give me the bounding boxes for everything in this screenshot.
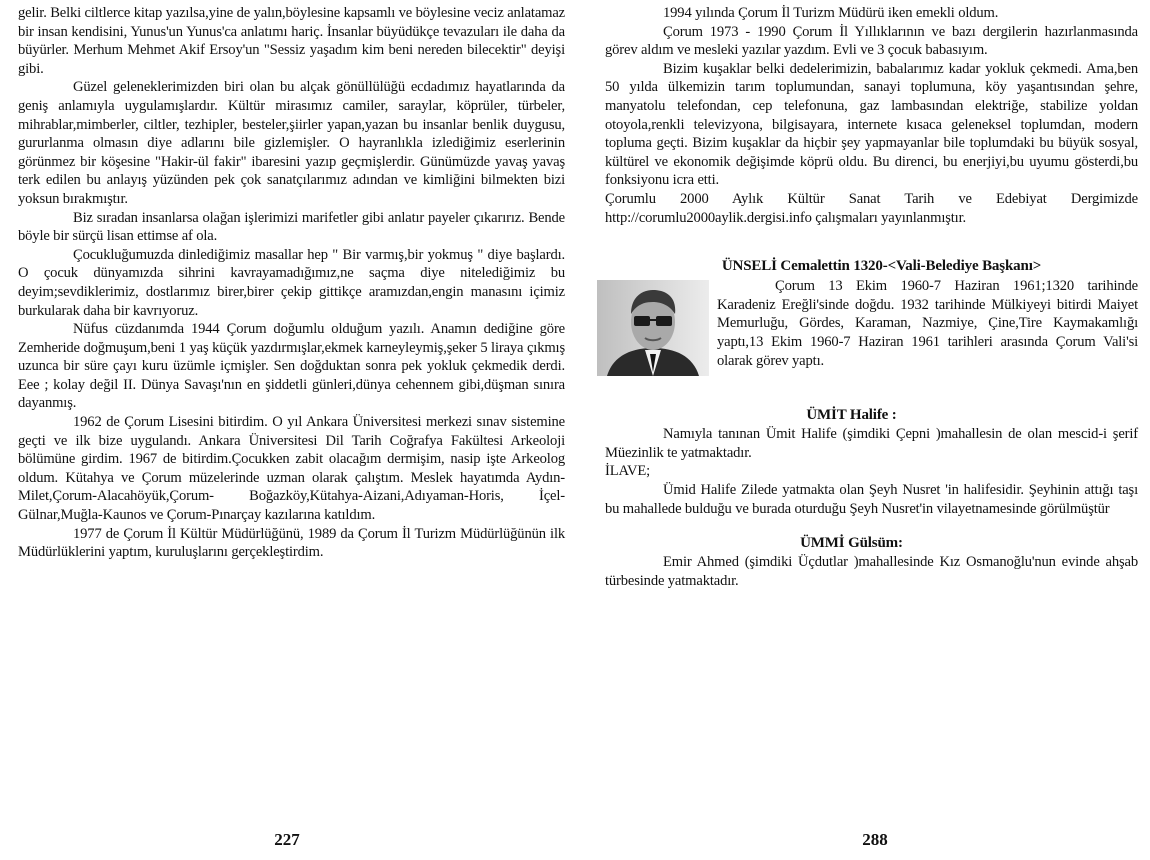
left-paragraph-6: 1962 de Çorum Lisesini bitirdim. O yıl Ankara Üniversitesi merkezi sınav sistemine geçti ve ilk bize uygulandı. Ankara Üniversitesi Dil Tarih Coğrafya Fakültesi Arkeoloji bölümüne girdim. 1967 de bitirdim.Çocukken zabit olacağım dermişim, nasip işte Arkeolog oldum. Kütahya ve Çorum müzelerinde uzman olarak çalıştım. Meslek hayatımda Aydın-Milet,Çorum-Alacahöyük,Çorum- Boğazköy,Kütahya-Aizani,Adıyaman-Horis, İçel- Gülnar,Muğla-Kaunos ve Çorum-Pınarçay kazılarına katıldım. <box>18 414 565 524</box>
entry-unseli <box>605 277 1138 376</box>
left-page-number: 227 <box>274 830 300 849</box>
entry-text-ummi: Emir Ahmed (şimdiki Üçdutlar )mahallesinde Kız Osmanoğlu'nun evinde ahşab türbesinde yatmaktadır. <box>605 554 1138 589</box>
left-paragraph-5: Nüfus cüzdanımda 1944 Çorum doğumlu olduğum yazılı. Anamın dediğine göre Zemheride doğmuşum,beni 1 yaş küçük yazdırmışlar,ekmek karneyleymiş,şeker 5 liraya çıkmış uzunca bir süre çayı kuru üzümle içmişler. Sen doğduktan sonra pek yokluk çekmedik derdi. Eee ; kolay değil II. Dünya Savaşı'nın en şiddetli günleri,dünya cehennem gibi,düşman sınıra dayanmış. <box>18 321 565 412</box>
left-paragraph-7: 1977 de Çorum İl Kültür Müdürlüğünü, 1989 da Çorum İl Turizm Müdürlüğünün ilk Müdürlüklerini yaptım, kuruluşlarını gerçekleştirdim. <box>18 525 565 561</box>
entry-heading-unseli: ÜNSELİ Cemalettin 1320-<Vali-Belediye Başkanı> <box>721 258 1042 275</box>
right-paragraph-2: Çorum 1973 - 1990 Çorum İl Yıllıklarının ve bazı dergilerin hazırlanmasında görev aldım ve mesleki yazılar yazdım. Evli ve 3 çocuk babasıyım. <box>605 23 1138 59</box>
left-paragraph-3: Biz sıradan insanlarsa olağan işlerimizi marifetler gibi anlatır payeler çıkarırız. Bende böyle bir sürçü lisan ettimse af ola. <box>18 209 565 245</box>
right-paragraph-1: 1994 yılında Çorum İl Turizm Müdürü iken emekli oldum. <box>663 5 999 21</box>
left-paragraph-1: gelir. Belki ciltlerce kitap yazılsa,yine de yalın,böylesine kapsamlı ve böylesine veciz anlatamaz bir insan kendisini, Yunus'un Yunus'ca anlatımı hariç. İnsanlar büyüdükçe tevazuları ile daha da büyürler. Merhum Mehmet Akif Ersoy'un "Sessiz yaşadım kim beni nereden bilecektir" deyişi gibi. <box>18 5 565 77</box>
entry-text-unseli: Çorum 13 Ekim 1960-7 Haziran 1961;1320 tarihinde Karadeniz Ereğli'sinde doğdu. 1932 tarihinde Mülkiyeyi bitirdi Maiyet Memurluğu, Gördes, Karaman, Nazmiye, Çine,Tire Kaymakamlığı yaptı,13 Ekim 1960-7 Haziran 1961 tarihleri arasında Çorum Vali'si olarak görev yaptı. <box>717 278 1138 369</box>
right-paragraph-4: Çorumlu 2000 Aylık Kültür Sanat Tarih ve Edebiyat Dergimizde http://corumlu2000aylik.dergisi.info çalışmaları yayınlanmıştır. <box>605 190 1138 226</box>
entry-heading-umit: ÜMİT Halife : <box>806 407 897 424</box>
entry-heading-ummi: ÜMMİ Gülsüm: <box>800 535 903 552</box>
left-paragraph-4: Çocukluğumuzda dinlediğimiz masallar hep " Bir varmış,bir yokmuş " diye başlardı. O çocuk dünyamızda sihrini kavrayamadığımız,ne saçma diye nitelediğimiz bu deyim;sevdiklerimiz, dostlarımız birer,birer çekip gittikçe aramızdan,engin manasını içimiz burkularak daha bir kavrıyoruz. <box>18 246 565 319</box>
right-page <box>575 0 1150 860</box>
entry-text-umit-1: Namıyla tanınan Ümit Halife (şimdiki Çepni )mahallesin de olan mescid-i şerif Müezinlik te yatmaktadır. <box>605 426 1138 461</box>
portrait-photo-icon <box>597 280 709 376</box>
left-paragraph-2: Güzel geleneklerimizden biri olan bu alçak gönüllülüğü ecdadımız hayatlarında da geniş anlamıyla uygulamışlardır. Kültür mirasımız camiler, saraylar, köprüler, türbeler, mihrablar,mimberler, ciltler, tezhipler, besteler,şiirler yapan,yazan bu insanlar benlik duygusu, gururlanma olmasın diye adlarını bile gizlemişler. O hayranlıkla izlediğimiz eserlerinin görünmez bir köşesine "Hakir-ül fakir" ibaresini yazıp geçmişlerdir. Günümüzde yavaş yavaş terk edilen bu anlayış yüzünden pek çok sanatçılarımız adından ve kimliğini bilmekten bizi yoksun bırakmıştır. <box>18 79 565 207</box>
right-paragraph-3: Bizim kuşaklar belki dedelerimizin, babalarımız kadar yokluk çekmedi. Ama,ben 50 yılda ülkemizin tarım toplumundan, sanayi toplumuna, köy yaşantısından şehre, manyatolu telefondan, cep telefonuna, gaz lambasından elektriğe, stabilize yoldan otoyola,renkli televizyona, bilgisayara, internete kısaca geleneksel toplumdan, modern topluma geçti. Bizim kuşaklar da hiçbir şey yapmayanlar bile toplumdaki bu büyük sosyal, kültürel ve ekonomik değişimde köprü oldu. Bu direnci, bu enerjiyi,bu uyumu gösterdi,bu fonksiyonu icra etti. <box>605 60 1138 189</box>
right-page-number: 288 <box>862 830 888 849</box>
entry-addendum-label: İLAVE; <box>605 463 651 480</box>
entry-text-umit-2: Ümid Halife Zilede yatmakta olan Şeyh Nusret 'in halifesidir. Şeyhinin attığı taşı bu mahallede bulduğu ve burada oturduğu Şeyh Nusret'in vilayetnamesinde görülmüştür <box>605 481 1138 517</box>
